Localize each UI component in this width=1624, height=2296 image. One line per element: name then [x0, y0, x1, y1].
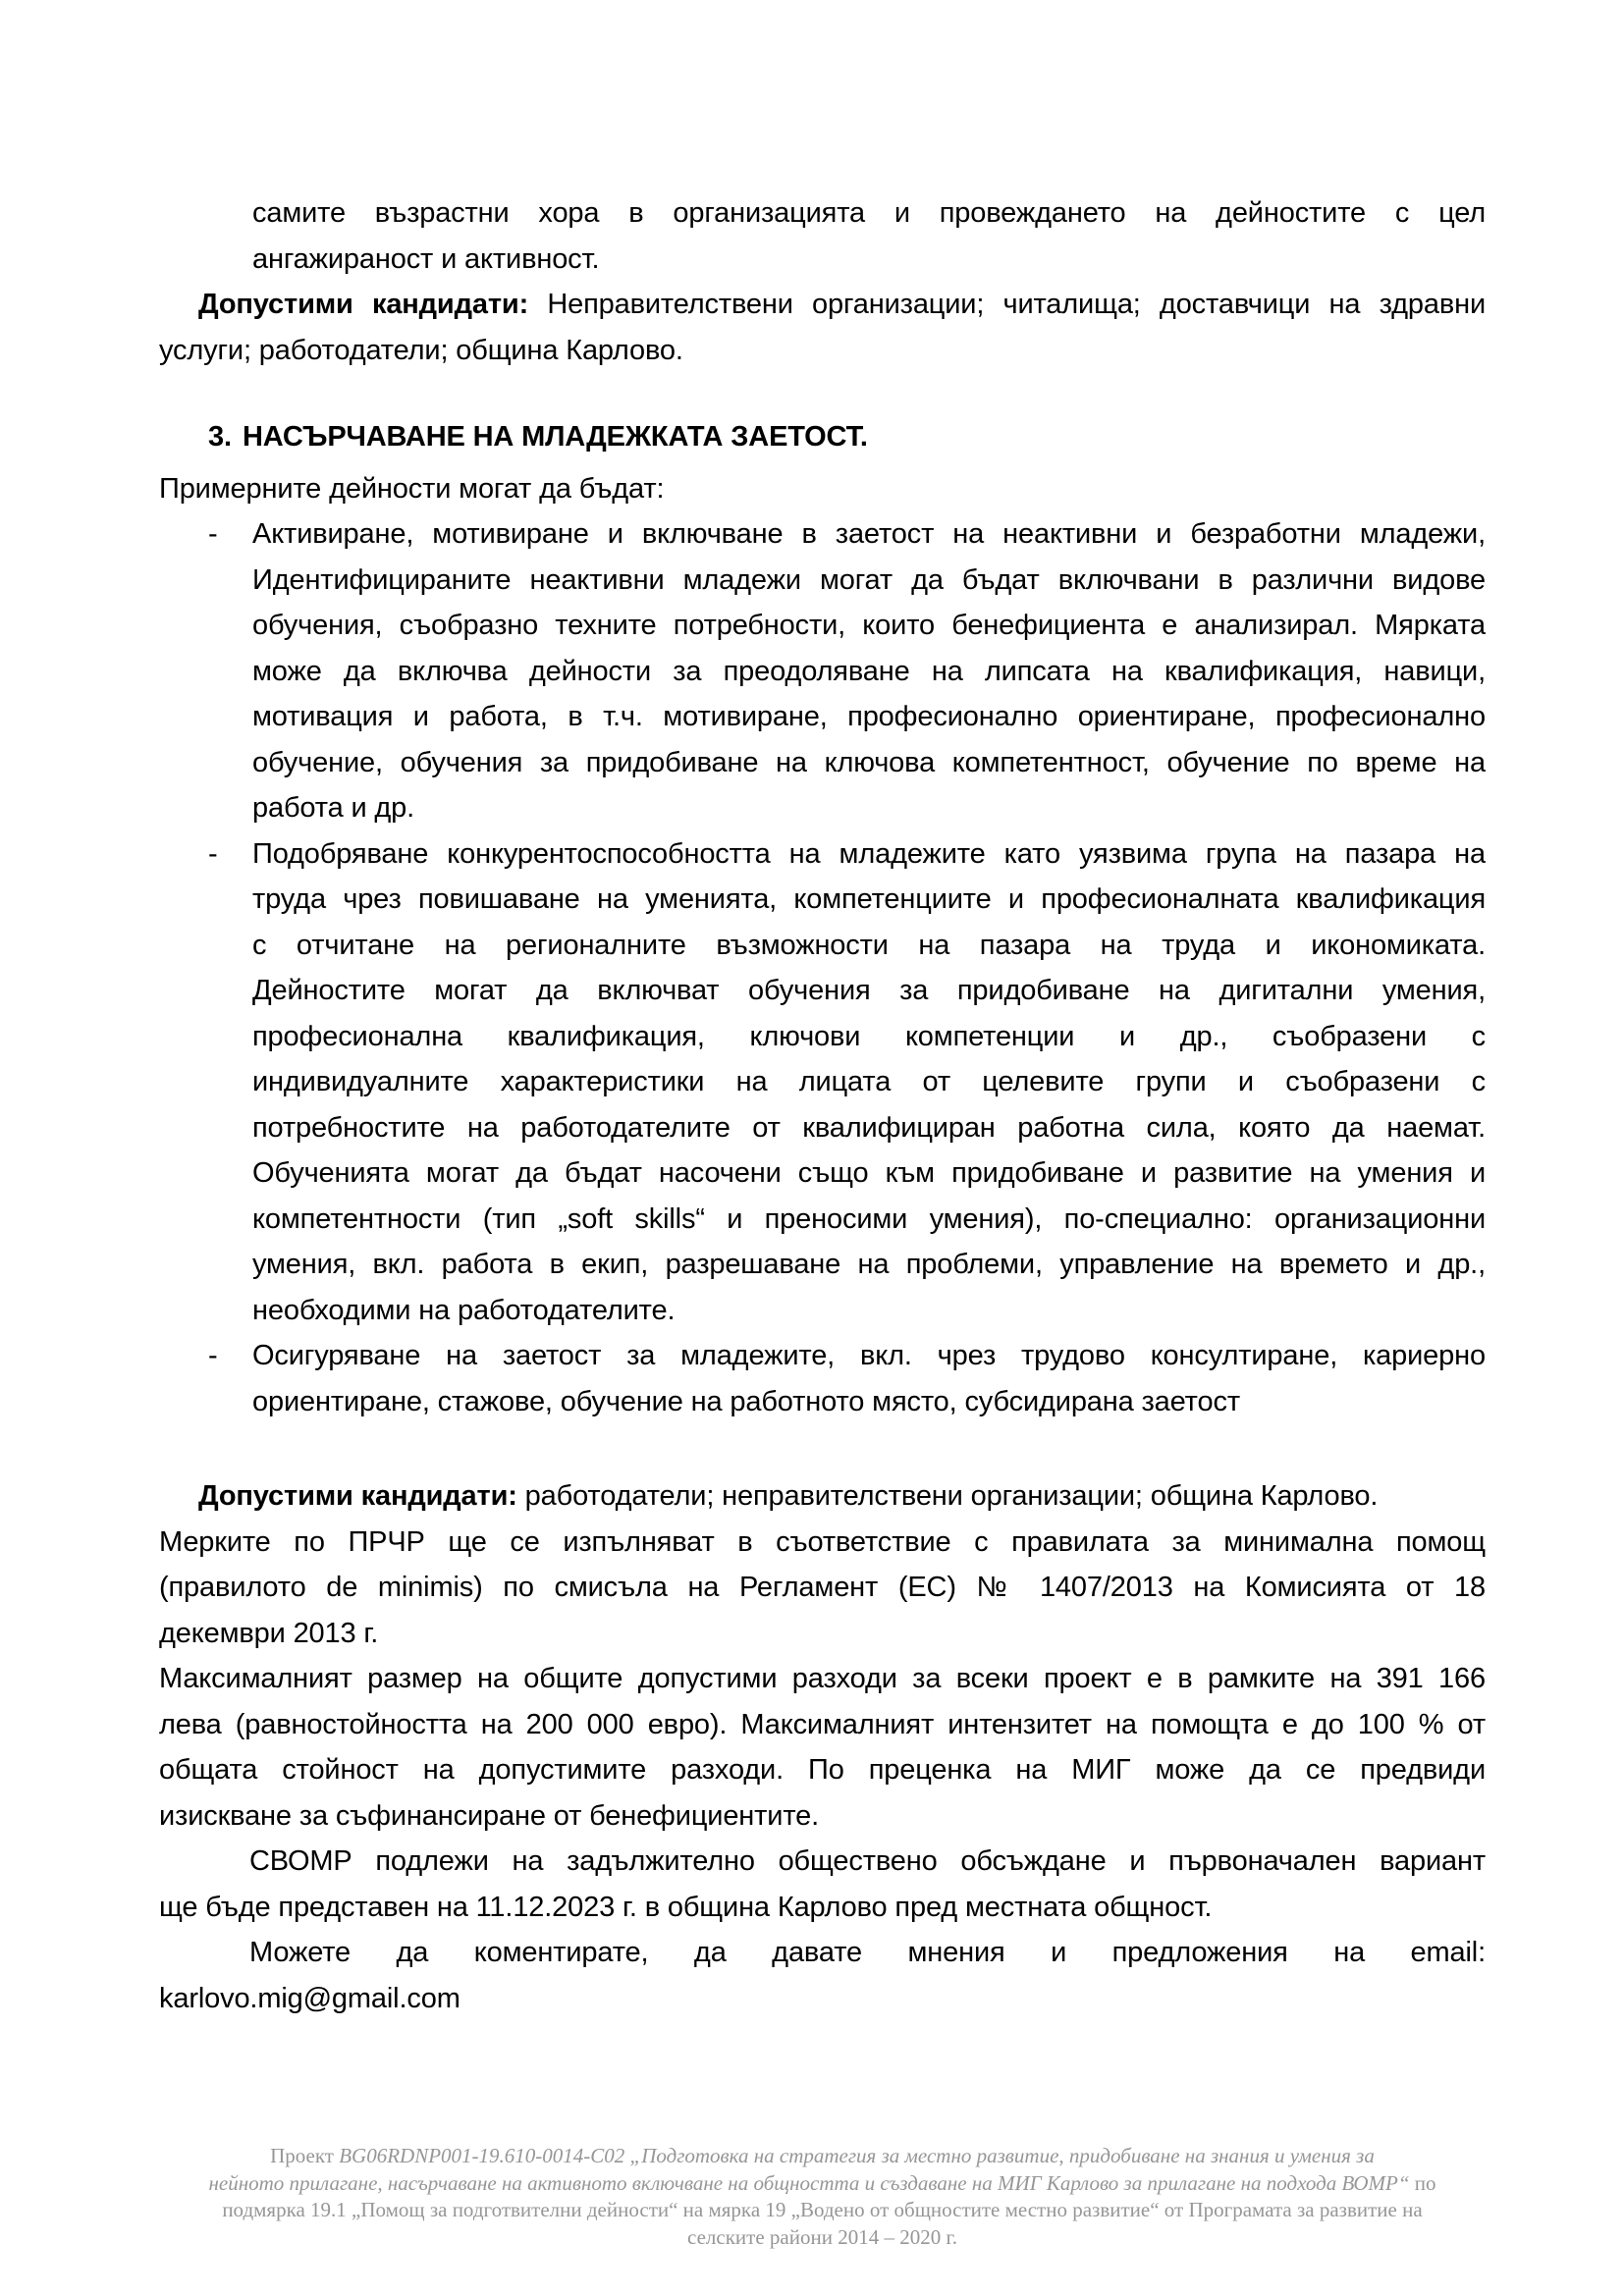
- text-line: компетентности (тип „soft skills“ и преносими умения), по-специално: организационни: [252, 1202, 1486, 1235]
- section-3-heading: [159, 414, 1486, 460]
- text-line: ще бъде представен на 11.12.2023 г. в община Карлово пред местната общност.: [159, 1891, 1213, 1923]
- text-line: професионална квалификация, ключови компетенции и др., съобразени с: [252, 1020, 1486, 1052]
- paragraph-de-minimis: [159, 1520, 1486, 1657]
- footer-project-title-cont: нейното прилагане, насърчаване на активното включване на общността и създаване на МИГ Карлово за прилагане на подхода ВОМР“: [208, 2170, 1410, 2195]
- text-line: обучение, обучения за придобиване на ключова компетентност, обучение по време на: [252, 746, 1486, 778]
- text-line: Активиране, мотивиране и включване в заетост на неактивни и безработни младежи,: [252, 518, 1486, 550]
- text-line: Можете да коментирате, да давате мнения и предложения на email:: [249, 1937, 1486, 1968]
- text-line: декември 2013 г.: [159, 1617, 379, 1649]
- text-line: ориентиране, стажове, обучение на работното място, субсидирана заетост: [252, 1385, 1240, 1417]
- footer-line: [159, 2170, 1486, 2198]
- text-line: лева (равностойността на 200 000 евро). Максималният интензитет на помощта е до 100 % от: [159, 1708, 1486, 1740]
- footer-text: по: [1409, 2170, 1436, 2195]
- paragraph-comment-invitation: [159, 1930, 1486, 2021]
- text-line: Идентифицираните неактивни младежи могат да бъдат включвани в различни видове: [252, 563, 1486, 596]
- text-line: мотивация и работа, в т.ч. мотивиране, професионално ориентиране, професионално: [252, 701, 1486, 732]
- bullet-item-employment: [159, 1333, 1486, 1424]
- email-address: karlovo.mig@gmail.com: [159, 1982, 460, 2014]
- text-line: работа и др.: [252, 792, 415, 824]
- section-title: НАСЪРЧАВАНЕ НА МЛАДЕЖКАТА ЗАЕТОСТ.: [243, 421, 868, 453]
- text-line: Максималният размер на общите допустими разходи за всеки проект е в рамките на 391 166: [159, 1663, 1486, 1694]
- paragraph-svomr-announcement: [159, 1839, 1486, 1930]
- text-line: самите възрастни хора в организацията и провеждането на дейностите с цел: [252, 197, 1486, 229]
- text-line: потребностите на работодателите от квалифициран работна сила, която да наемат.: [252, 1111, 1486, 1144]
- text-line: ангажираност и активност.: [252, 242, 600, 275]
- text-line: труда чрез повишаване на уменията, компетенциите и професионалната квалификация: [252, 883, 1486, 915]
- text-line: [159, 1473, 1486, 1520]
- bullet-item-activation: [159, 511, 1486, 831]
- section-number: 3.: [208, 421, 232, 453]
- text-line: (правилото de minimis) по смисъла на Регламент (ЕС) № 1407/2013 на Комисията от 18: [159, 1572, 1486, 1603]
- footer-project-label: Проект: [270, 2144, 340, 2167]
- bullet-dash-icon: -: [208, 837, 218, 870]
- text-line: услуги; работодатели; община Карлово.: [159, 334, 683, 366]
- text-line: Обученията могат да бъдат насочени също към придобиване и развитие на умения и: [252, 1157, 1486, 1189]
- text-line: индивидуалните характеристики на лицата от целевите групи и съобразени с: [252, 1066, 1486, 1097]
- page-footer: [159, 2143, 1486, 2251]
- bullet-dash-icon: -: [208, 1340, 218, 1371]
- text-line: необходими на работодателите.: [252, 1294, 676, 1326]
- text-line: Осигуряване на заетост за младежите, вкл. чрез трудово консултиране, кариерно: [252, 1340, 1486, 1371]
- footer-line: [159, 2143, 1486, 2170]
- document-body: [159, 190, 1486, 2021]
- paragraph-max-budget: [159, 1656, 1486, 1839]
- paragraph-eligible-candidates-health: [159, 282, 1486, 373]
- footer-line: селските райони 2014 – 2020 г.: [687, 2224, 957, 2249]
- paragraph-eligible-candidates-employers: [159, 1473, 1486, 1520]
- text-line: [159, 282, 1486, 328]
- text-line: може да включва дейности за преодоляване на липсата на квалификация, навици,: [252, 655, 1486, 687]
- footer-project-title: BG06RDNP001-19.610-0014-C02 „Подготовка на стратегия за местно развитие, придобиване на знания и умения за: [339, 2144, 1375, 2167]
- eligible-candidates-list: Неправителствени организации; читалища; доставчици на здравни: [528, 289, 1486, 320]
- text-line: умения, вкл. работа в екип, разрешаване на проблеми, управление на времето и др.,: [252, 1249, 1486, 1280]
- text-line: общата стойност на допустимите разходи. По преценка на МИГ може да се предвиди: [159, 1754, 1486, 1786]
- eligible-candidates-list: работодатели; неправителствени организации; община Карлово.: [516, 1480, 1379, 1512]
- bullet-item-competitiveness: [159, 831, 1486, 1334]
- footer-line: подмярка 19.1 „Помощ за подготвителни дейности“ на мярка 19 „Водено от общностите местно развитие“ от Програмата за развитие на: [222, 2198, 1423, 2221]
- text-line: Мерките по ПРЧР ще се изпълняват в съответствие с правилата за минимална помощ: [159, 1525, 1486, 1558]
- eligible-candidates-label: Допустими кандидати:: [198, 1480, 517, 1512]
- text-line: СВОМР подлежи на задължително обществено обсъждане и първоначален вариант: [249, 1845, 1486, 1877]
- text-line: Дейностите могат да включват обучения за придобиване на дигитални умения,: [252, 975, 1486, 1006]
- text-line: изискване за съфинансиране от бенефициентите.: [159, 1799, 820, 1832]
- paragraph-elderly-continuation: [159, 190, 1486, 282]
- activities-intro-line: Примерните дейности могат да бъдат:: [159, 472, 665, 505]
- bullet-dash-icon: -: [208, 518, 218, 550]
- text-line: обучения, съобразно техните потребности, които бенефициента е анализирал. Мярката: [252, 610, 1486, 641]
- text-line: с отчитане на регионалните възможности на пазара на труда и икономиката.: [252, 929, 1486, 961]
- eligible-candidates-label: Допустими кандидати:: [198, 289, 529, 320]
- text-line: Подобряване конкурентоспособността на младежите като уязвима група на пазара на: [252, 837, 1486, 870]
